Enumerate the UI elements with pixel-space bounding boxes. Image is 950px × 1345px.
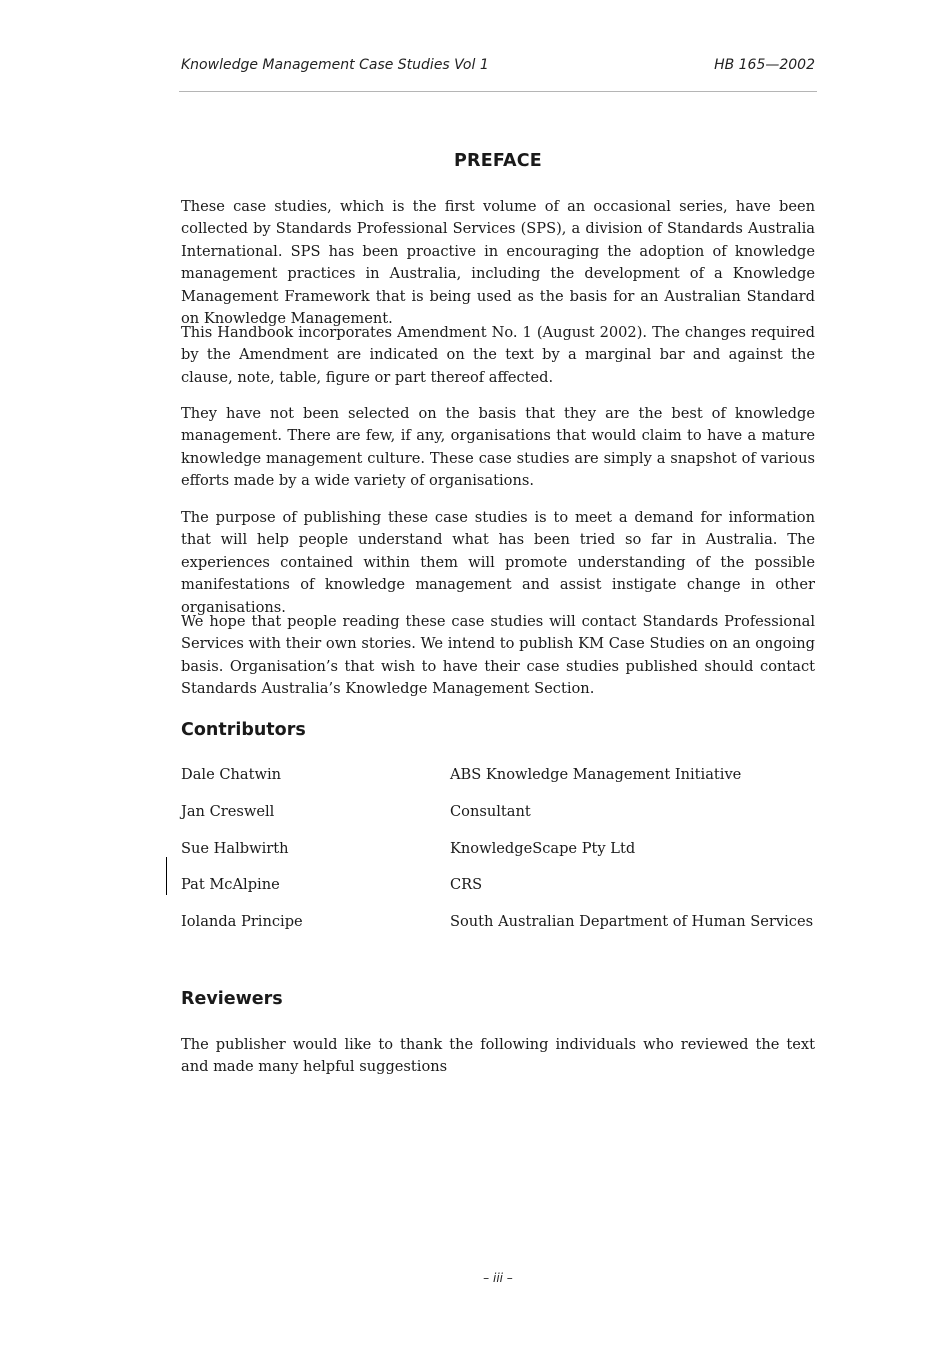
- contributor-organisation: KnowledgeScape Pty Ltd: [450, 839, 636, 857]
- preface-paragraph-1: These case studies, which is the first volume of an occasional series, have been collected by Standards Professional Services (SPS), a division of Standards Australia International. SPS has been proactive in encouraging the adoption of knowledge management practices in Australia, including the development of a Knowledge Management Framework that is being used as the basis for an Australian Standard on Knowledge Management.: [181, 198, 815, 328]
- header-document-number: HB 165—2002: [714, 57, 815, 73]
- preface-paragraph-5: We hope that people reading these case studies will contact Standards Professional Services with their own stories. We intend to publish KM Case Studies on an ongoing basis. Organisation’s that wish to have their case studies published should contact Standards Australia’s Knowledge Management Section.: [181, 613, 815, 698]
- preface-paragraph-3: They have not been selected on the basis that they are the best of knowledge management. There are few, if any, organisations that would claim to have a mature knowledge management culture. These case studies are simply a snapshot of various efforts made by a wide variety of organisations.: [181, 405, 815, 490]
- contributor-organisation: ABS Knowledge Management Initiative: [450, 766, 742, 783]
- reviewers-paragraph: The publisher would like to thank the following individuals who reviewed the text and made many helpful suggestions: [181, 1036, 815, 1076]
- contributor-row: [181, 764, 815, 801]
- contributors-heading: Contributors: [181, 720, 306, 740]
- preface-paragraph-2: This Handbook incorporates Amendment No. 1 (August 2002). The changes required by the Amendment are indicated on the text by a marginal bar and against the clause, note, table, figure or part thereof affected.: [181, 324, 815, 386]
- contributor-name: Pat McAlpine: [181, 876, 280, 894]
- contributor-name: Dale Chatwin: [181, 766, 282, 783]
- contributor-row: [181, 838, 815, 875]
- amendment-marginal-bar: [166, 857, 167, 895]
- contributors-table: [181, 764, 815, 948]
- contributor-row: [181, 874, 815, 911]
- header-divider: [179, 91, 817, 92]
- contributor-name: Jan Creswell: [181, 802, 275, 820]
- contributor-organisation: Consultant: [450, 802, 531, 820]
- contributor-organisation: South Australian Department of Human Services: [450, 913, 814, 931]
- page-number: – iii –: [483, 1271, 513, 1285]
- contributor-name: Sue Halbwirth: [181, 839, 289, 857]
- reviewers-heading: Reviewers: [181, 989, 283, 1009]
- running-header: [181, 57, 815, 77]
- contributor-row: [181, 801, 815, 838]
- header-document-title: Knowledge Management Case Studies Vol 1: [181, 57, 489, 73]
- contributor-name: Iolanda Principe: [181, 913, 303, 931]
- contributor-organisation: CRS: [450, 876, 483, 894]
- preface-paragraph-4: The purpose of publishing these case studies is to meet a demand for information that will help people understand what has been tried so far in Australia. The experiences contained within them will promote understanding of the possible manifestations of knowledge management and assist instigate change in other organisations.: [181, 509, 815, 616]
- contributor-row: [181, 911, 815, 948]
- page-title: PREFACE: [454, 151, 542, 171]
